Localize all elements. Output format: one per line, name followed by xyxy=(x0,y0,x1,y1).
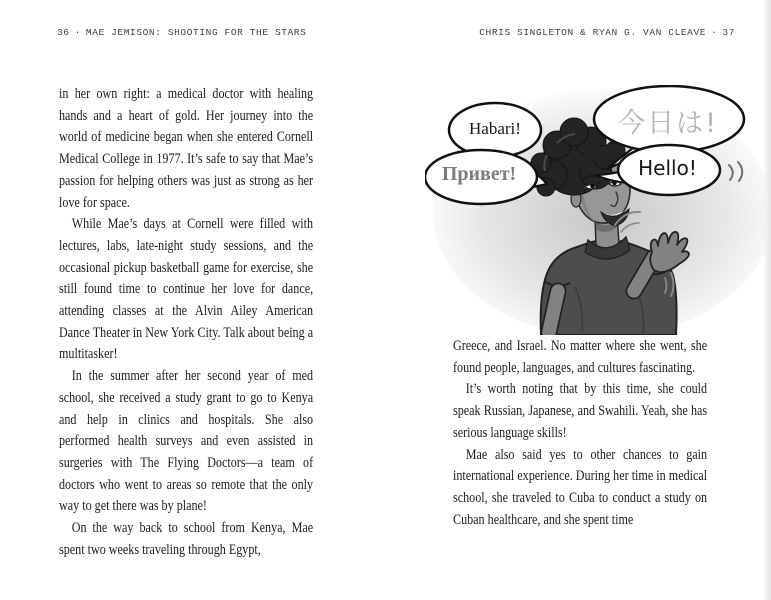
header-separator: · xyxy=(74,27,81,38)
mae-waving-illustration xyxy=(425,85,765,335)
left-running-head xyxy=(57,27,306,38)
paragraph: Greece, and Israel. No matter where she went, she found people, languages, and cultures fascinating. xyxy=(453,338,708,376)
paragraph: It’s worth noting that by this time, she could speak Russian, Japanese, and Swahili. Yeah, she has serious language skills! xyxy=(453,381,708,441)
left-page-body xyxy=(59,84,313,561)
speech-bubble-konnichiwa-text: 今日は! xyxy=(618,108,718,139)
paragraph: In the summer after her second year of med school, she received a study grant to go to Kenya and help in clinics and hospitals. She also performed health surveys and even assisted in surgeries with The Flying Doctors—a team of doctors who went to areas so remote that the only way to get there was by plane! xyxy=(59,368,314,515)
paragraph: Mae also said yes to other chances to gain international experience. During her time in medical school, she traveled to Cuba to conduct a study on Cuban healthcare, and she spent time xyxy=(453,446,708,528)
page-edge-shadow xyxy=(763,0,771,600)
right-page-body xyxy=(453,336,707,531)
right-page-number: 37 xyxy=(722,27,735,38)
right-header-authors: CHRIS SINGLETON & RYAN G. VAN CLEAVE xyxy=(479,27,707,38)
paragraph: in her own right: a medical doctor with healing hands and a heart of gold. Her journey into the world of medicine began when she entered Cornell Medical College in 1977. It’s safe to say that Mae’s passion for helping others was just as strong as her love for space. xyxy=(59,86,314,211)
speech-bubble-hello-text: Hello! xyxy=(638,156,697,180)
paragraph: While Mae’s days at Cornell were filled with lectures, labs, late-night study sessions, and the occasional pickup basketball game for exercise, she still found time to continue her love for dance, attending classes at the Alvin Ailey American Dance Theater in New York City. Talk about being a multitasker! xyxy=(59,216,314,363)
right-running-head xyxy=(479,27,735,38)
left-header-title: MAE JEMISON: SHOOTING FOR THE STARS xyxy=(85,27,307,38)
speech-bubble-habari-text: Habari! xyxy=(469,119,521,138)
paragraph: On the way back to school from Kenya, Mae spent two weeks traveling through Egypt, xyxy=(59,520,314,558)
speech-bubble-privet-text: Привет! xyxy=(441,163,517,185)
header-separator: · xyxy=(711,27,718,38)
left-page-number: 36 xyxy=(57,27,70,38)
